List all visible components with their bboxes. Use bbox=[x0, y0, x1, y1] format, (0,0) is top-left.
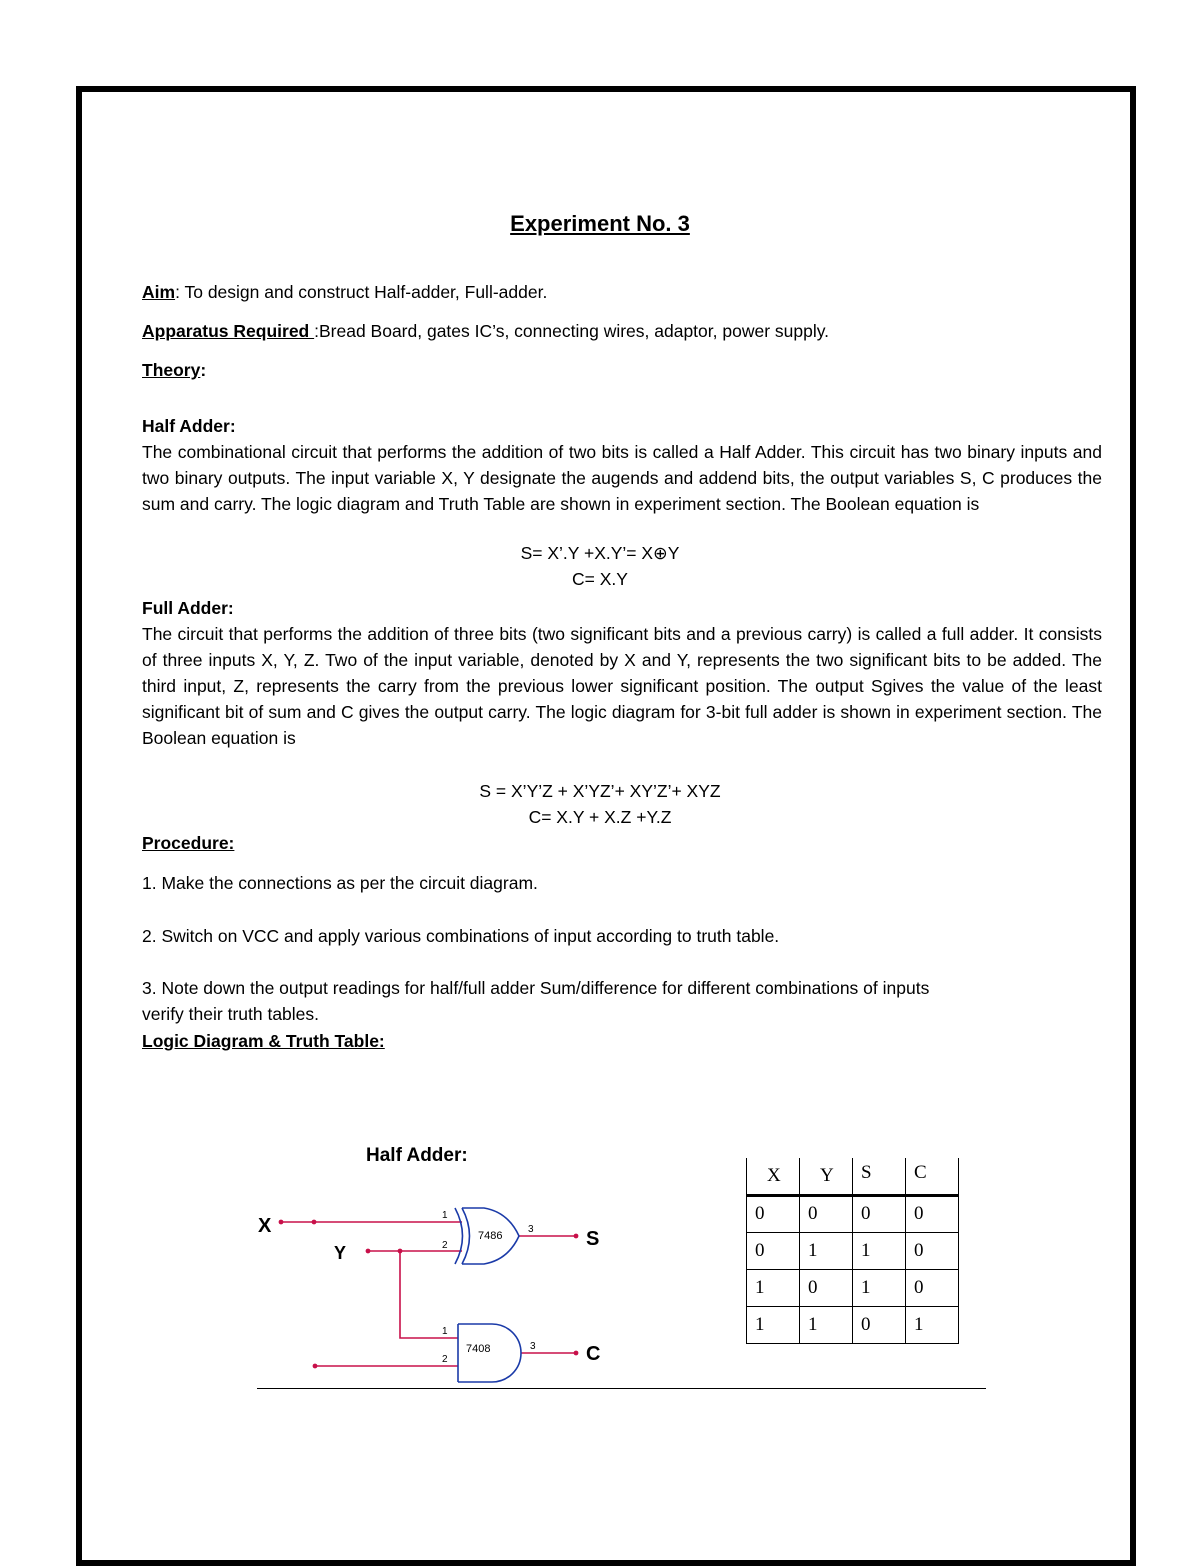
table-row: 0 0 0 0 bbox=[747, 1195, 959, 1232]
truth-table-header bbox=[747, 1158, 959, 1195]
table-row: 1 0 1 0 bbox=[747, 1269, 959, 1306]
half-adder-heading: Half Adder: bbox=[142, 416, 236, 436]
header-x: X bbox=[747, 1158, 800, 1195]
node-x bbox=[279, 1220, 284, 1225]
input-y-label: Y bbox=[334, 1243, 347, 1263]
half-adder-paragraph: The combinational circuit that performs the addition of two bits is called a Half Adder. This circuit has two binary inputs and two binary outputs. The input variable X, Y designate the augends and addend bits, the output variables S, C produces the sum and carry. The logic diagram and Truth Table are shown in experiment section. The Boolean equation is bbox=[142, 442, 1102, 514]
theory-heading: Theory: bbox=[142, 360, 207, 380]
output-s-label: S bbox=[586, 1228, 600, 1250]
header-y: Y bbox=[800, 1158, 853, 1195]
half-adder-carry-equation: C= X.Y bbox=[572, 569, 628, 589]
and-pin-2: 2 bbox=[442, 1354, 448, 1365]
procedure-heading: Procedure: bbox=[142, 833, 235, 853]
half-adder-sum-equation: S= X’.Y +X.Y’= X⊕Y bbox=[520, 543, 680, 563]
apparatus-text: :Bread Board, gates IC’s, connecting wires, adaptor, power supply. bbox=[314, 321, 830, 341]
input-x-label: X bbox=[258, 1215, 272, 1237]
node-x-junction bbox=[312, 1220, 317, 1225]
and-ic-label: 7408 bbox=[466, 1343, 491, 1355]
diagram-title: Half Adder: bbox=[366, 1145, 468, 1166]
horizontal-rule bbox=[257, 1388, 986, 1389]
full-adder-heading: Full Adder: bbox=[142, 598, 234, 618]
node-s bbox=[574, 1234, 579, 1239]
table-row: 0 1 1 0 bbox=[747, 1232, 959, 1269]
and-pin-1: 1 bbox=[442, 1326, 448, 1337]
aim-label: Aim bbox=[142, 282, 176, 302]
full-adder-carry-equation: C= X.Y + X.Z +Y.Z bbox=[528, 807, 672, 827]
procedure-step-3: 3. Note down the output readings for half/full adder Sum/difference for different combinations of inputs bbox=[142, 978, 930, 998]
procedure-step-3-cont: verify their truth tables. bbox=[142, 1004, 320, 1024]
page-title: Experiment No. 3 bbox=[510, 211, 690, 236]
xor-pin-2: 2 bbox=[442, 1240, 448, 1251]
header-c: C bbox=[906, 1158, 959, 1195]
node-and-in bbox=[313, 1364, 318, 1369]
xor-ic-label: 7486 bbox=[478, 1230, 503, 1242]
node-y-junction bbox=[398, 1249, 403, 1254]
full-adder-sum-equation: S = X’Y’Z + X’YZ’+ XY’Z’+ XYZ bbox=[479, 781, 721, 801]
output-c-label: C bbox=[586, 1343, 601, 1365]
xor-pin-1: 1 bbox=[442, 1210, 448, 1221]
apparatus-label: Apparatus Required bbox=[142, 321, 315, 341]
full-adder-paragraph: The circuit that performs the addition of three bits (two significant bits and a previous carry) is called a full adder. It consists of three inputs X, Y, Z. Two of the input variable, denoted by X and Y, represents the two significant bits to be added. The third input, Z, represents the carry from the previous lower significant position. The output Sgives the value of the least significant bit of sum and C gives the output carry. The logic diagram for 3-bit full adder is shown in experiment section. The Boolean equation is bbox=[142, 624, 1102, 748]
node-c bbox=[574, 1351, 579, 1356]
and-pin-3: 3 bbox=[530, 1341, 536, 1352]
logic-diagram-heading: Logic Diagram & Truth Table: bbox=[142, 1031, 385, 1051]
truth-table bbox=[746, 1158, 959, 1344]
header-s: S bbox=[853, 1158, 906, 1195]
procedure-step-2: 2. Switch on VCC and apply various combinations of input according to truth table. bbox=[142, 926, 780, 946]
node-y bbox=[366, 1249, 371, 1254]
aim-text: : To design and construct Half-adder, Full-adder. bbox=[175, 282, 548, 302]
table-row: 1 1 0 1 bbox=[747, 1306, 959, 1343]
wire-y-branch bbox=[400, 1251, 458, 1338]
xor-pin-3: 3 bbox=[528, 1224, 534, 1235]
procedure-step-1: 1. Make the connections as per the circuit diagram. bbox=[142, 873, 538, 893]
